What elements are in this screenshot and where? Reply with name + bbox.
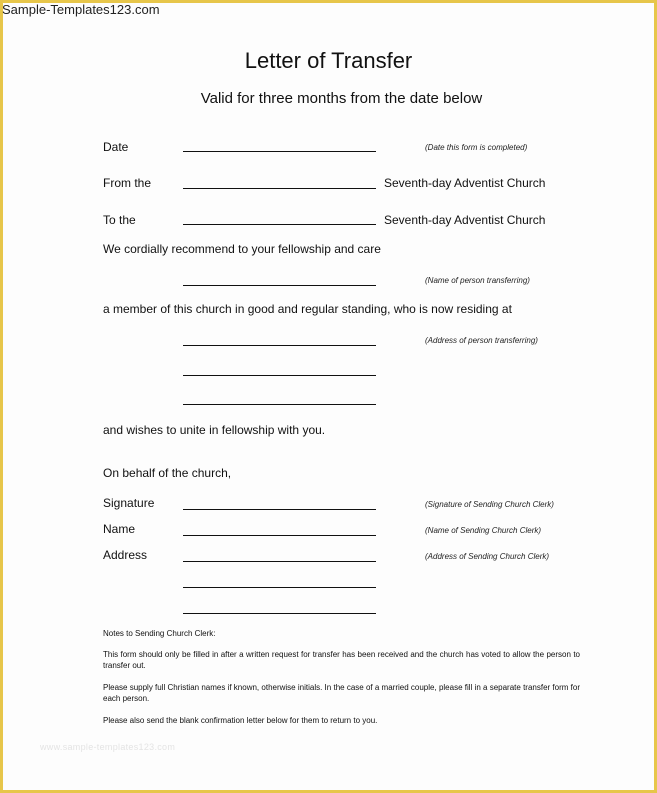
signature-label: Signature <box>103 496 155 510</box>
date-label: Date <box>103 140 129 154</box>
address-line-3[interactable] <box>183 404 376 405</box>
address-line-2[interactable] <box>183 375 376 376</box>
date-line[interactable] <box>183 151 376 152</box>
from-church-text: Seventh-day Adventist Church <box>384 176 546 190</box>
signature-hint: (Signature of Sending Church Clerk) <box>425 500 554 509</box>
clerk-address-label: Address <box>103 548 148 562</box>
site-watermark: Sample-Templates123.com <box>2 2 160 17</box>
person-name-hint: (Name of person transferring) <box>425 276 530 285</box>
person-address-hint: (Address of person transferring) <box>425 336 538 345</box>
clerk-address-line-1[interactable] <box>183 561 376 562</box>
notes-title: Notes to Sending Church Clerk: <box>103 629 216 638</box>
behalf-sentence: On behalf of the church, <box>103 466 232 480</box>
note-item: Please also send the blank confirmation letter below for them to return to you. <box>103 716 378 725</box>
person-name-line[interactable] <box>183 285 376 286</box>
footer-watermark: www.sample-templates123.com <box>40 742 176 752</box>
letter-subtitle: Valid for three months from the date below <box>200 90 483 107</box>
signature-line[interactable] <box>183 509 376 510</box>
from-church-line[interactable] <box>183 188 376 189</box>
to-church-text: Seventh-day Adventist Church <box>384 213 546 227</box>
clerk-name-hint: (Name of Sending Church Clerk) <box>425 526 542 535</box>
recommend-sentence: We cordially recommend to your fellowship and care <box>103 242 381 256</box>
to-label: To the <box>103 213 136 227</box>
unite-sentence: and wishes to unite in fellowship with you. <box>103 423 326 437</box>
member-sentence: a member of this church in good and regular standing, who is now residing at <box>103 302 512 316</box>
date-hint: (Date this form is completed) <box>425 143 528 152</box>
letter-title: Letter of Transfer <box>244 48 413 73</box>
clerk-name-label: Name <box>103 522 136 536</box>
clerk-address-hint: (Address of Sending Church Clerk) <box>425 552 550 561</box>
address-line-1[interactable] <box>183 345 376 346</box>
from-label: From the <box>103 176 152 190</box>
clerk-address-line-3[interactable] <box>183 613 376 614</box>
note-item: This form should only be filled in after a written request for transfer has been received and the church has voted to allow the person to transfer out. <box>103 650 580 670</box>
to-church-line[interactable] <box>183 224 376 225</box>
note-item: Please supply full Christian names if known, otherwise initials. In the case of a married couple, please fill in a separate transfer form for each person. <box>103 683 580 703</box>
clerk-address-line-2[interactable] <box>183 587 376 588</box>
clerk-name-line[interactable] <box>183 535 376 536</box>
